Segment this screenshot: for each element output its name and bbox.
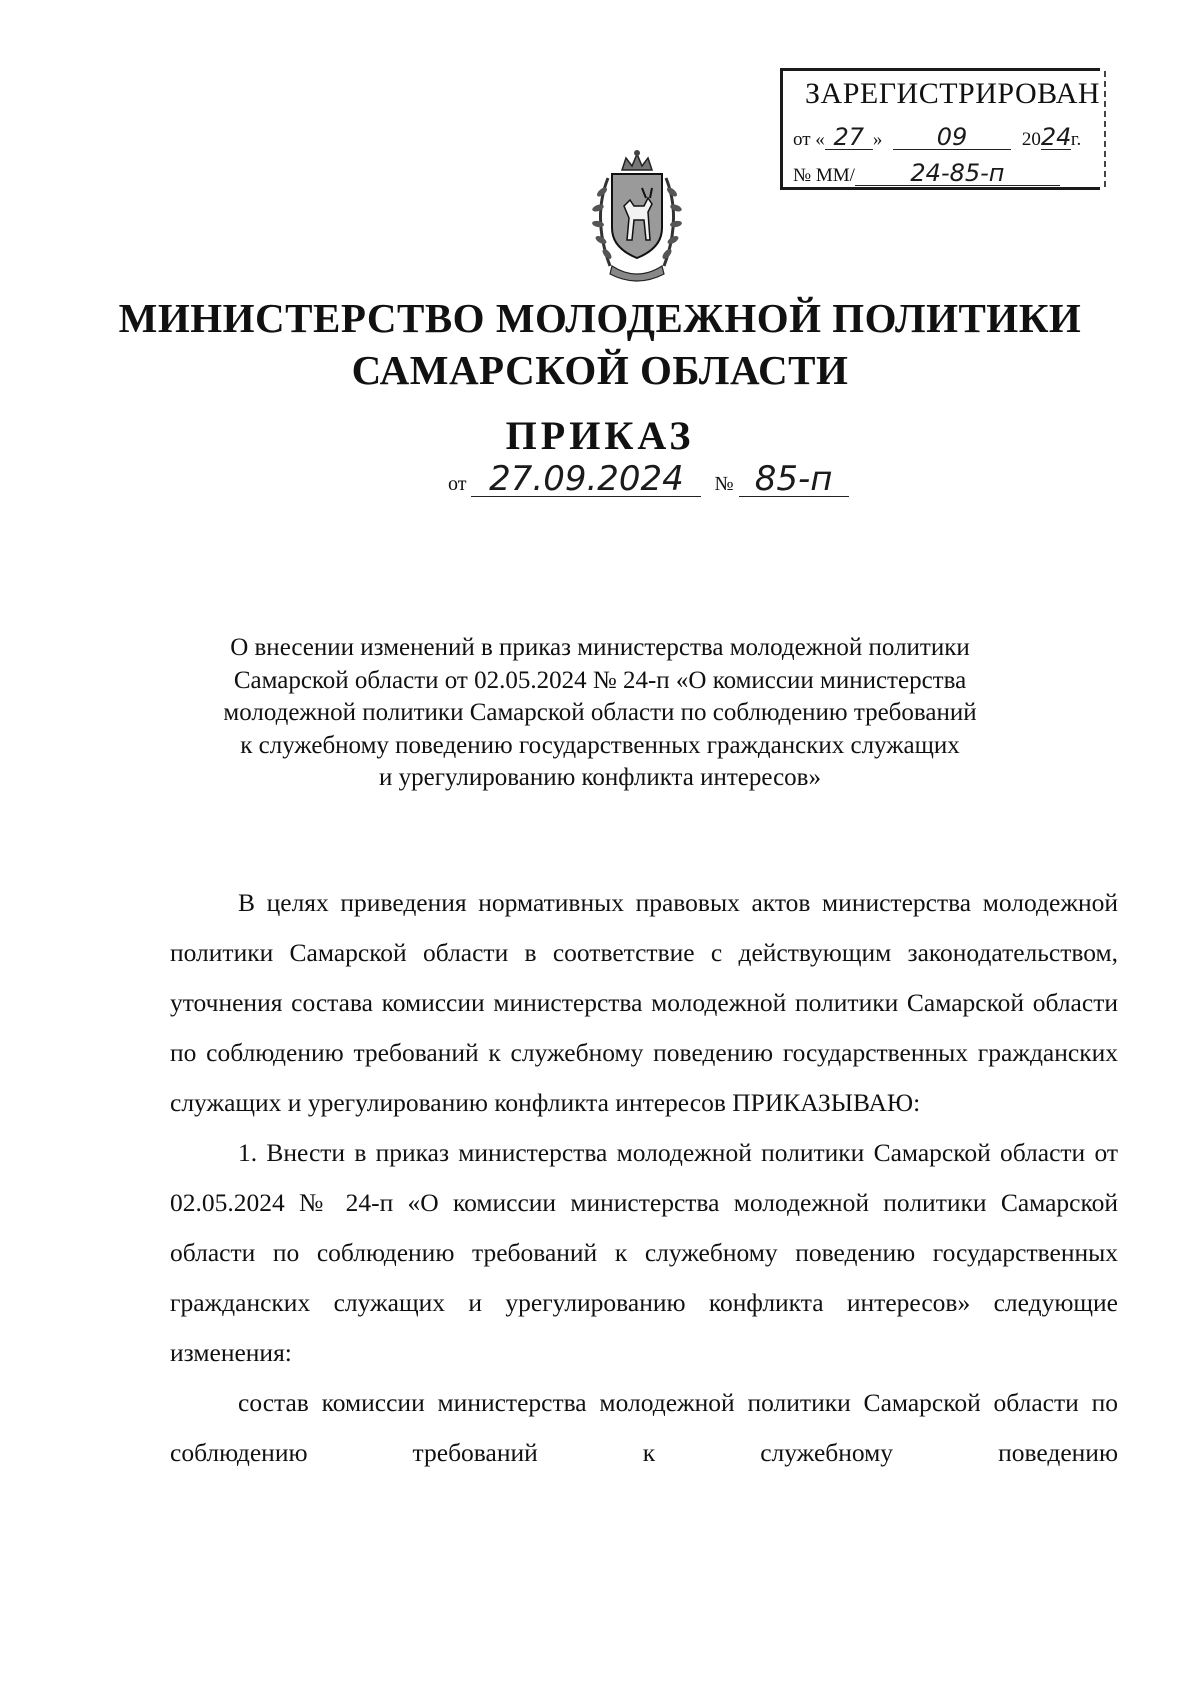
stamp-title: ЗАРЕГИСТРИРОВАН <box>805 77 1101 110</box>
stamp-from-prefix: от « <box>793 129 825 150</box>
order-subject <box>0 632 1200 795</box>
order-number-prefix: № <box>714 473 734 495</box>
order-body <box>170 878 1118 1478</box>
body-paragraph-2: 1. Внести в приказ министерства молодежной политики Самарской области от 02.05.2024 № 24-п «О комиссии министерства молодежной политики Самарской области по соблюдению требований к служебному поведению государственных гражданских служащих и урегулированию конфликта интересов» следующие изменения: <box>170 1138 1118 1367</box>
stamp-number: 24-85-п <box>855 161 1060 186</box>
ministry-title-line-1: МИНИСТЕРСТВО МОЛОДЕЖНОЙ ПОЛИТИКИ <box>118 295 1082 341</box>
stamp-year-suffix: 24 <box>1040 123 1072 151</box>
body-paragraph-1: В целях приведения нормативных правовых актов министерства молодежной политики Самарской области в соответствие с действующим законодательством, уточнения состава комиссии министерства молодежной политики Самарской области по соблюдению требований к служебному поведению государственных гражданских служащих и урегулированию конфликта интересов ПРИКАЗЫВАЮ: <box>170 888 1118 1117</box>
order-date: 27.09.2024 <box>471 462 701 497</box>
samara-coat-of-arms-icon <box>582 148 692 288</box>
stamp-edge-marks <box>1100 71 1106 187</box>
stamp-month: 09 <box>893 125 1011 150</box>
document-type: ПРИКАЗ <box>505 413 695 458</box>
ministry-title <box>0 292 1200 396</box>
stamp-day: 27 <box>825 125 873 150</box>
stamp-day-suffix: » <box>872 129 883 150</box>
registration-stamp <box>780 68 1100 190</box>
stamp-number-line <box>793 161 1060 187</box>
subject-line-3: молодежной политики Самарской области по соблюдению требований <box>223 699 977 726</box>
subject-line-1: О внесении изменений в приказ министерства молодежной политики <box>230 634 970 661</box>
stamp-number-prefix: № ММ/ <box>793 165 855 186</box>
order-date-number <box>448 459 849 499</box>
subject-line-5: и урегулированию конфликта интересов» <box>379 764 821 791</box>
order-number: 85-п <box>739 462 849 497</box>
subject-line-2: Самарской области от 02.05.2024 № 24-п «О комиссии министерства <box>233 666 967 694</box>
body-paragraph-3: состав комиссии министерства молодежной политики Самарской области по соблюдению требований к служебному поведению <box>170 1388 1118 1467</box>
subject-line-4: к служебному поведению государственных гражданских служащих <box>240 731 960 759</box>
ministry-title-line-2: САМАРСКОЙ ОБЛАСТИ <box>351 347 849 393</box>
stamp-year-end: г. <box>1070 129 1082 150</box>
order-date-prefix: от <box>448 473 467 495</box>
stamp-date-line <box>793 125 1081 151</box>
stamp-year-prefix: 20 <box>1021 129 1041 150</box>
